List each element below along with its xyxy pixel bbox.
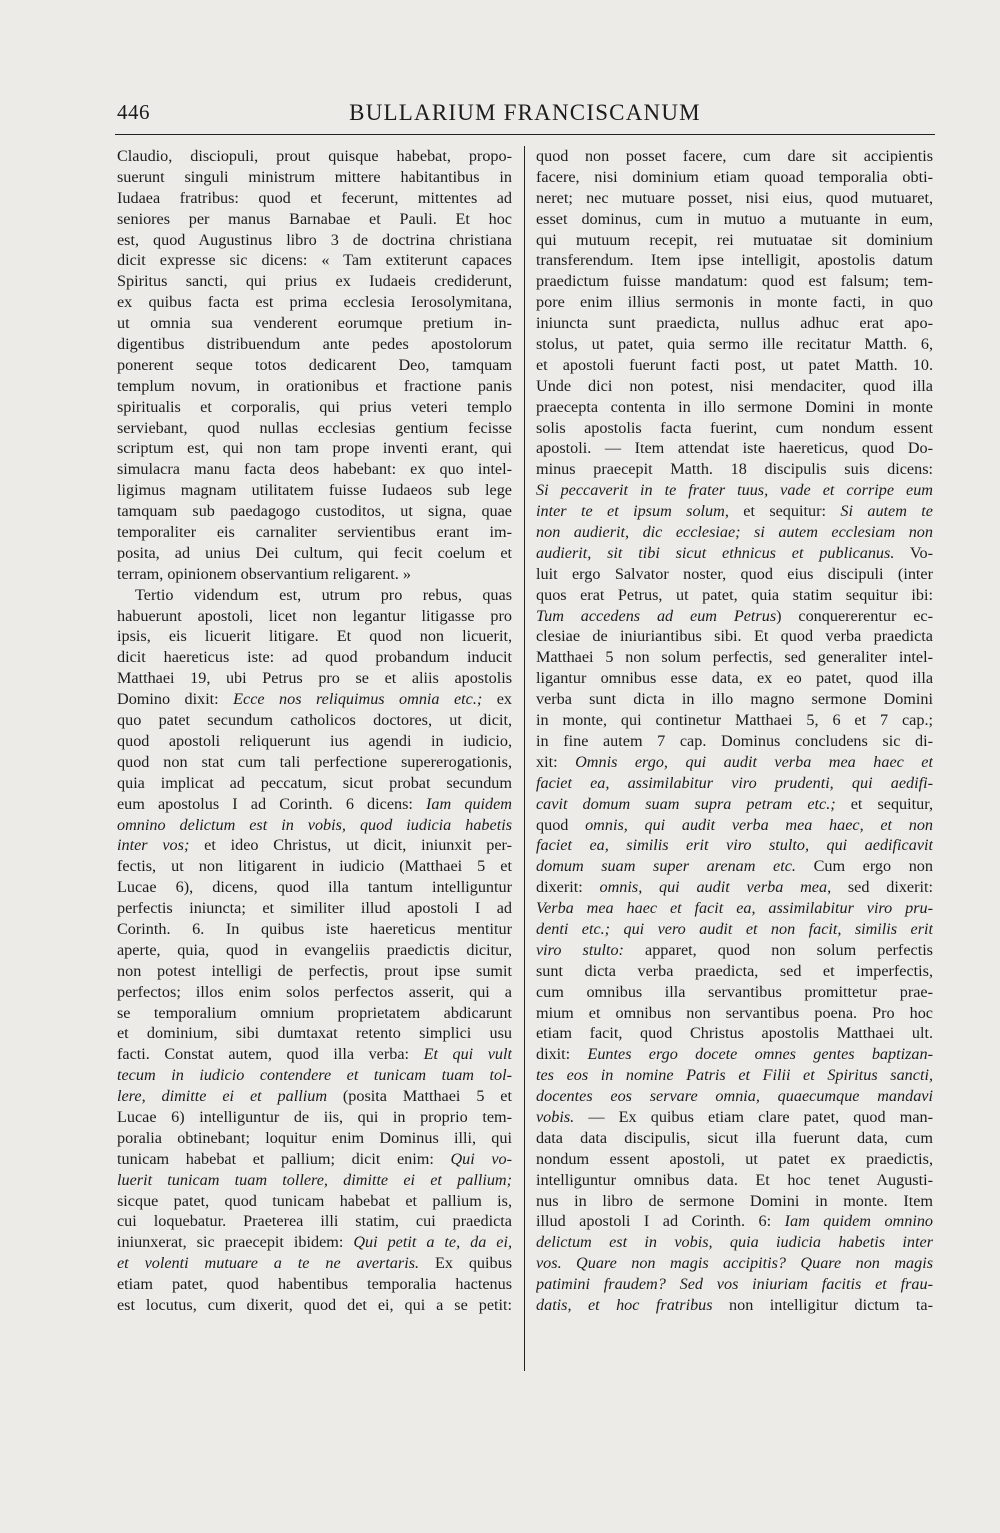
text-line: scriptum est, qui non tam prope inventi erant, qui xyxy=(117,439,512,458)
text-line: est, quod Augustinus libro 3 de doctrina christiana xyxy=(117,230,512,249)
text-line: Tum accedens ad eum Petrus) conquererentur ec- xyxy=(536,606,933,625)
text-line: domum suam super arenam etc. Cum ergo non xyxy=(536,857,933,876)
text-line: ligimus magnam utilitatem fuisse Iudaeos sub lege xyxy=(117,481,512,500)
text-line: sunt dicta verba praedicta, sed et imperfectis, xyxy=(536,961,933,980)
text-line: perfectis iniuncta; et similiter illud apostoli I ad xyxy=(117,899,512,918)
text-line: perfectos; illos enim solos perfectos asserit, qui a xyxy=(117,982,512,1001)
text-line: faciet ea, assimilabitur viro prudenti, qui aedifi- xyxy=(536,773,933,792)
text-line: Spiritus sancti, qui prius ex Iudaeis crediderunt, xyxy=(117,272,512,291)
text-line: quod non posset facere, cum dare sit accipientis xyxy=(536,147,933,165)
text-line: esset dominus, cum in mutuo a mutuante in eum, xyxy=(536,209,933,228)
text-line: temporaliter eis carnaliter servientibus erant im- xyxy=(117,523,512,542)
text-line: cum omnibus illa servantibus promittetur prae- xyxy=(536,982,933,1001)
text-line: verba sunt dicta in illo magno sermone Domini xyxy=(536,690,933,709)
page-number: 446 xyxy=(117,100,150,124)
text-line: cui loquebatur. Praeterea illi statim, cui praedicta xyxy=(117,1212,512,1231)
text-line: faciet ea, similis erit viro stulto, qui aedificavit xyxy=(536,836,933,855)
text-line: luit ergo Salvator noster, quod eius discipuli (inter xyxy=(536,564,933,583)
text-line: dixit: Euntes ergo docete omnes gentes baptizan- xyxy=(536,1045,933,1064)
text-line: stolus, ut patet, quia sermo ille recitatur Matth. 6, xyxy=(536,335,933,354)
text-line: lere, dimitte ei et pallium (posita Matthaei 5 et xyxy=(117,1087,512,1106)
text-line: mium et omnibus non servantibus poena. Pro hoc xyxy=(536,1003,933,1022)
text-line: praecepta contenta in illo sermone Domini in monte xyxy=(536,397,933,416)
text-line: datis, et hoc fratribus non intelligitur dictum ta- xyxy=(536,1295,933,1314)
text-line: Si peccaverit in te frater tuus, vade et corripe eum xyxy=(536,481,933,500)
text-line: quos erat Petrus, ut patet, quia statim sequitur ibi: xyxy=(536,585,933,604)
text-line: ut omnia sua venderent eorumque pretium in- xyxy=(117,314,512,333)
text-line: etiam patet, quod habentibus temporalia hactenus xyxy=(117,1275,512,1294)
text-line: non potest intelligi de perfectis, prout ipse sumit xyxy=(117,961,512,980)
text-line: omnino delictum est in vobis, quod iudicia habetis xyxy=(117,815,512,834)
text-line: est locutus, cum dixerit, quod det ei, qui a se petit: xyxy=(117,1295,512,1314)
text-line: digentibus distribuendum ante pedes apostolorum xyxy=(117,335,512,354)
text-line: et volenti mutuare a te ne avertaris. Ex quibus xyxy=(117,1254,512,1273)
text-line: quod omnis, qui audit verba mea haec, et non xyxy=(536,815,933,834)
text-line: etiam facit, quod Christus apostolis Matthaei ult. xyxy=(536,1024,933,1043)
text-line: Domino dixit: Ecce nos reliquimus omnia etc.; ex xyxy=(117,690,512,709)
text-line: patimini fraudem? Sed vos iniuriam facitis et frau- xyxy=(536,1275,933,1294)
text-line: iniuncta sunt praedicta, nullus adhuc erat apo- xyxy=(536,314,933,333)
text-line: seniores per manus Barnabae et Pauli. Et hoc xyxy=(117,209,512,228)
text-line: in monte, qui continetur Matthaei 5, 6 et 7 cap.; xyxy=(536,711,933,730)
text-line: Matthaei 19, ubi Petrus pro se et aliis apostolis xyxy=(117,669,512,688)
text-line: spiritualis et corporalis, qui prius veteri templo xyxy=(117,397,512,416)
text-line: tamquam sub paedagogo custoditos, ut signa, quae xyxy=(117,502,512,521)
text-line: data data discipulis, sicut illa fuerunt data, cum xyxy=(536,1128,933,1147)
column-divider xyxy=(524,146,525,1371)
text-line: quod apostoli reliquerunt ius agendi in iudicio, xyxy=(117,731,512,750)
text-line: eum apostolus I ad Corinth. 6 dicens: Iam quidem xyxy=(117,794,512,813)
text-line: templum novum, in orationibus et fractione panis xyxy=(117,376,512,395)
text-line: neret; nec mutuare posset, nisi eius, quod mutuaret, xyxy=(536,188,933,207)
text-line: et apostoli fuerunt facti post, ut patet Matth. 10. xyxy=(536,355,933,374)
text-line: posita, ad unius Dei cultum, qui fecit coelum et xyxy=(117,543,512,562)
right-column xyxy=(536,146,933,1316)
text-line: vos. Quare non magis accipitis? Quare non magis xyxy=(536,1254,933,1273)
text-line: Tertio videndum est, utrum pro rebus, quas xyxy=(135,585,512,604)
text-line: Corinth. 6. In quibus iste haereticus mentitur xyxy=(117,919,512,938)
text-line: Verba mea haec et facit ea, assimilabitur viro pru- xyxy=(536,899,933,918)
text-line: ex quibus facta est prima ecclesia Ierosolymitana, xyxy=(117,293,512,312)
text-line: tunicam habebat et pallium; dicit enim: Qui vo- xyxy=(117,1149,512,1168)
text-line: dicit expresse sic dicens: « Tam extiterunt capaces xyxy=(117,251,512,270)
text-line: pore enim illius sermonis in monte facti, in quo xyxy=(536,293,933,312)
text-line: nus in libro de sermone Domini in monte. Item xyxy=(536,1191,933,1210)
text-line: quod non stat cum tali perfectione supererogationis, xyxy=(117,752,512,771)
text-line: apostoli. — Item attendat iste haereticus, quod Do- xyxy=(536,439,933,458)
text-line: luerit tunicam tuam tollere, dimitte ei et pallium; xyxy=(117,1170,512,1189)
running-title: BULLARIUM FRANCISCANUM xyxy=(349,100,701,125)
text-line: dicit haereticus iste: ad quod probandum inducit xyxy=(117,648,512,667)
text-line: quo patet secundum catholicos doctores, ut dicit, xyxy=(117,711,512,730)
text-line: cavit domum suam supra petram etc.; et sequitur, xyxy=(536,794,933,813)
header-rule xyxy=(115,134,935,135)
text-line: delictum est in vobis, quia iudicia habetis inter xyxy=(536,1233,933,1252)
text-line: tecum in iudicio contendere et tunicam tuam tol- xyxy=(117,1066,512,1085)
text-line: tes eos in nomine Patris et Filii et Spiritus sancti, xyxy=(536,1066,933,1085)
text-line: transferendum. Item ipse intelligit, apostolis datum xyxy=(536,251,933,270)
text-line: Claudio, disciopuli, prout quisque habebat, propo- xyxy=(117,147,512,165)
text-line: suerunt singuli ministrum mittere habitantibus in xyxy=(117,167,512,186)
text-line: docentes eos servare omnia, quaecumque mandavi xyxy=(536,1087,933,1106)
text-line: aperte, quia, quod in evangeliis praedictis dicitur, xyxy=(117,940,512,959)
text-line: quia implicat ad peccatum, sicut probat secundum xyxy=(117,773,512,792)
text-line: in fine autem 7 cap. Dominus concludens sic di- xyxy=(536,731,933,750)
text-line: vobis. — Ex quibus etiam clare patet, quod man- xyxy=(536,1107,933,1126)
text-line: Matthaei 5 non solum perfectis, sed generaliter intel- xyxy=(536,648,933,667)
text-line: denti etc.; qui vero audit et non facit, similis erit xyxy=(536,919,933,938)
text-line: serviebant, quod nullas ecclesias gentium fecisse xyxy=(117,418,512,437)
text-line: Unde dici non potest, nisi mendaciter, quod illa xyxy=(536,376,933,395)
text-line: Iudaea fratribus: quod et fecerunt, mittentes ad xyxy=(117,188,512,207)
text-line: Lucae 6), dicens, quod illa tantum intelliguntur xyxy=(117,878,512,897)
text-line: simulacra manu facta deos habebant: ex quo intel- xyxy=(117,460,512,479)
text-line: ligantur omnibus esse data, ex eo patet, quod illa xyxy=(536,669,933,688)
left-column xyxy=(117,146,512,1316)
text-line: facere, nisi dominium etiam quoad temporalia obti- xyxy=(536,167,933,186)
text-line: intelliguntur omnibus data. Et hoc tenet Augusti- xyxy=(536,1170,933,1189)
text-line: facti. Constat autem, quod illa verba: Et qui vult xyxy=(117,1045,512,1064)
text-line: terram, opinionem observantium religarent. » xyxy=(117,564,411,583)
text-line: inter te et ipsum solum, et sequitur: Si autem te xyxy=(536,502,933,521)
text-line: inter vos; et ideo Christus, ut dicit, iniunxit per- xyxy=(117,836,512,855)
text-line: illud apostoli I ad Corinth. 6: Iam quidem omnino xyxy=(536,1212,933,1231)
text-line: Lucae 6) intelliguntur de iis, qui in proprio tem- xyxy=(117,1107,512,1126)
text-line: se temporalium omnium proprietatem abdicarunt xyxy=(117,1003,512,1022)
text-line: xit: Omnis ergo, qui audit verba mea haec et xyxy=(536,752,933,771)
text-line: nondum essent apostoli, ut patet ex praedictis, xyxy=(536,1149,933,1168)
text-line: et dominium, sibi dumtaxat retento simplici usu xyxy=(117,1024,512,1043)
text-line: ipsis, eis licuerit litigare. Et quod non licuerit, xyxy=(117,627,512,646)
text-line: sicque patet, quod tunicam habebat et pallium is, xyxy=(117,1191,512,1210)
text-line: audierit, sit tibi sicut ethnicus et publicanus. Vo- xyxy=(536,543,933,562)
text-line: dixerit: omnis, qui audit verba mea, sed dixerit: xyxy=(536,878,933,897)
text-line: fectis, ut non litigarent in iudicio (Matthaei 5 et xyxy=(117,857,512,876)
text-line: habuerunt apostoli, licet non legantur litigasse pro xyxy=(117,606,512,625)
text-line: viro stulto: apparet, quod non solum perfectis xyxy=(536,940,933,959)
text-line: minus praecepit Matth. 18 discipulis suis dicens: xyxy=(536,460,933,479)
text-line: clesiae de iniuriantibus sibi. Et quod verba praedicta xyxy=(536,627,933,646)
text-line: qui mutuum recepit, rei mutuatae sit dominium xyxy=(536,230,933,249)
text-line: praedictum fuisse mandatum: quod est falsum; tem- xyxy=(536,272,933,291)
text-line: non audierit, dic ecclesiae; si autem ecclesiam non xyxy=(536,523,933,542)
text-line: solis apostolis facta fuerint, cum nondum essent xyxy=(536,418,933,437)
text-line: poralia obtinebant; loquitur enim Dominus illi, qui xyxy=(117,1128,512,1147)
text-line: iniunxerat, sic praecepit ibidem: Qui petit a te, da ei, xyxy=(117,1233,512,1252)
text-line: ponerent seque totos dedicarent Deo, tamquam xyxy=(117,355,512,374)
page-header xyxy=(115,96,935,136)
